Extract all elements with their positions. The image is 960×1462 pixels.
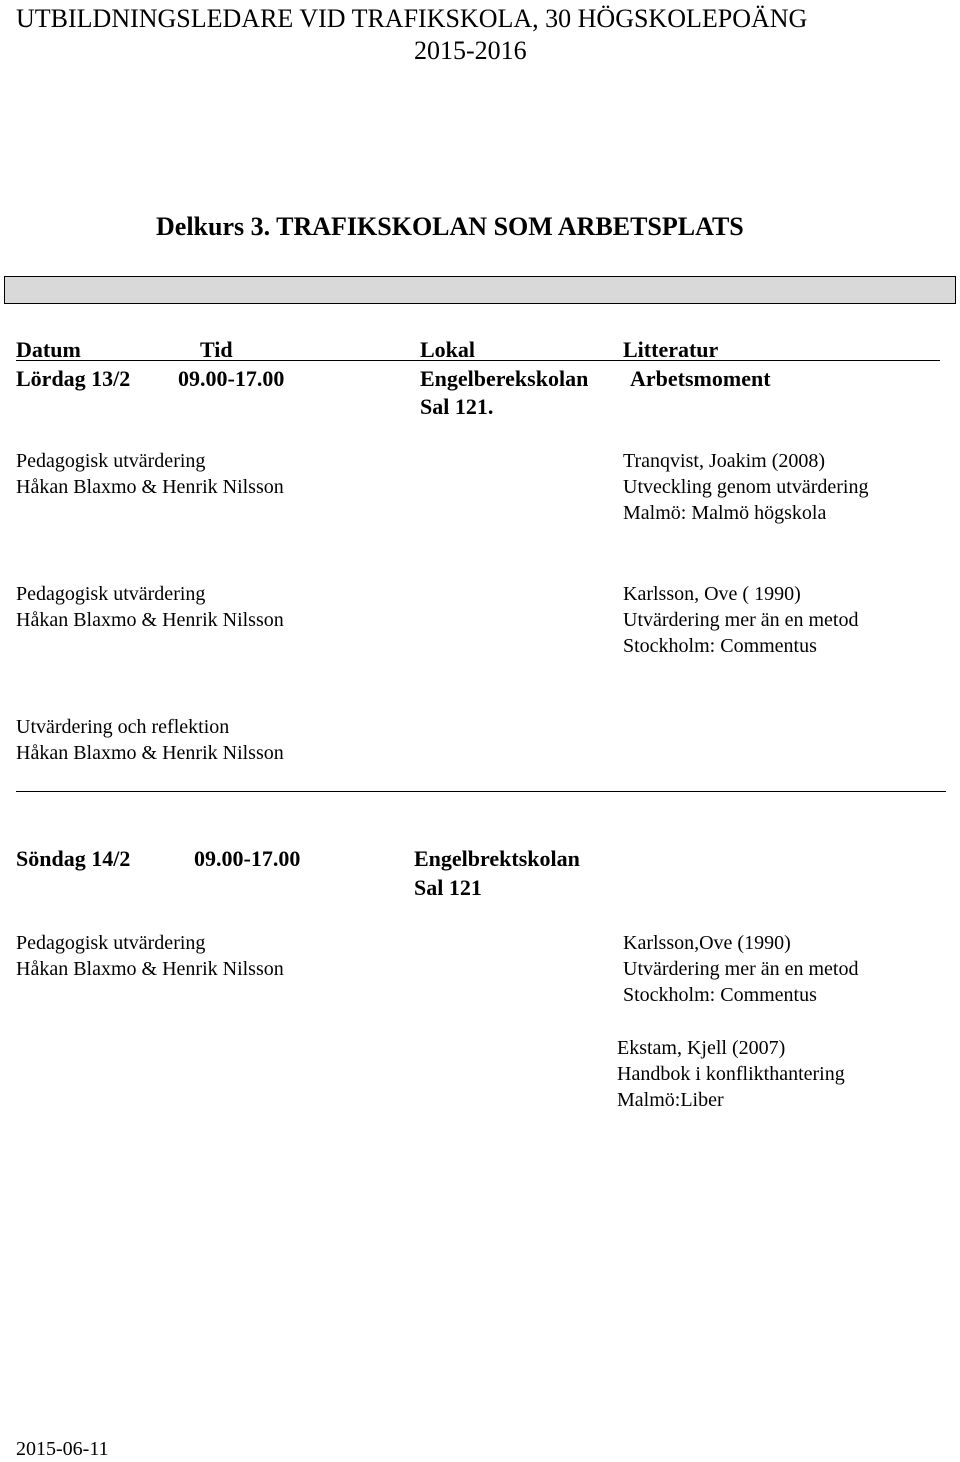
session-title: Pedagogisk utvärdering (16, 932, 206, 954)
literature-line: Karlsson,Ove (1990) (623, 932, 791, 954)
divider (16, 791, 946, 792)
day1-date: Lördag 13/2 (16, 366, 131, 391)
day2-place: Engelbrektskolan (414, 846, 580, 871)
document-year: 2015-2016 (414, 36, 527, 65)
session-title: Pedagogisk utvärdering (16, 450, 206, 472)
day2-date: Söndag 14/2 (16, 846, 131, 871)
session-title: Utvärdering och reflektion (16, 716, 230, 738)
footer-date: 2015-06-11 (16, 1438, 109, 1460)
literature-line: Utveckling genom utvärdering (623, 476, 869, 498)
literature-line: Stockholm: Commentus (623, 984, 817, 1006)
day1-place: Engelberekskolan (420, 366, 589, 391)
column-lokal: Lokal (420, 337, 476, 362)
column-tid: Tid (200, 337, 233, 362)
day2-room: Sal 121 (414, 875, 482, 900)
literature-line: Malmö:Liber (617, 1089, 724, 1111)
section-bar (4, 276, 956, 304)
literature-line: Handbok i konflikthantering (617, 1063, 845, 1085)
literature-line: Tranqvist, Joakim (2008) (623, 450, 826, 472)
session-title: Pedagogisk utvärdering (16, 583, 206, 605)
header-underline (16, 360, 940, 361)
session-teachers: Håkan Blaxmo & Henrik Nilsson (16, 609, 284, 631)
column-litteratur: Litteratur (623, 337, 719, 362)
literature-line: Karlsson, Ove ( 1990) (623, 583, 801, 605)
course-title: Delkurs 3. TRAFIKSKOLAN SOM ARBETSPLATS (156, 212, 744, 241)
day1-extra: Arbetsmoment (630, 366, 771, 391)
column-datum: Datum (16, 337, 81, 362)
session-teachers: Håkan Blaxmo & Henrik Nilsson (16, 476, 284, 498)
session-teachers: Håkan Blaxmo & Henrik Nilsson (16, 742, 284, 764)
day2-time: 09.00-17.00 (194, 846, 301, 871)
day1-time: 09.00-17.00 (178, 366, 285, 391)
document-title: UTBILDNINGSLEDARE VID TRAFIKSKOLA, 30 HÖGSKOLEPOÄNG (16, 4, 808, 33)
literature-line: Utvärdering mer än en metod (623, 958, 859, 980)
literature-line: Ekstam, Kjell (2007) (617, 1037, 786, 1059)
session-teachers: Håkan Blaxmo & Henrik Nilsson (16, 958, 284, 980)
literature-line: Malmö: Malmö högskola (623, 502, 827, 524)
literature-line: Stockholm: Commentus (623, 635, 817, 657)
literature-line: Utvärdering mer än en metod (623, 609, 859, 631)
day1-room: Sal 121. (420, 394, 494, 419)
